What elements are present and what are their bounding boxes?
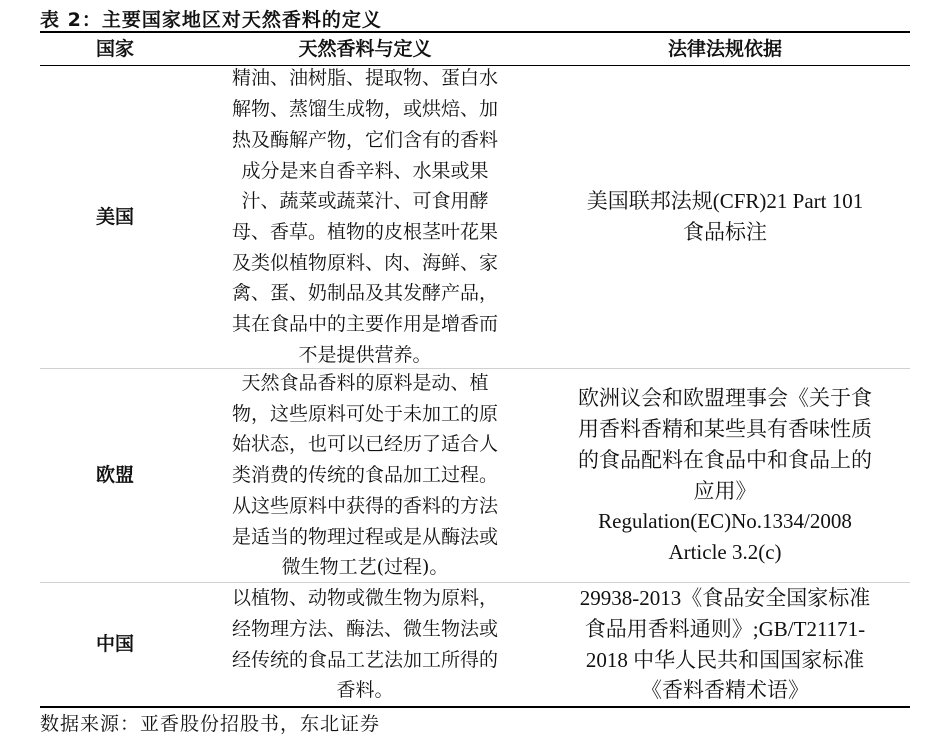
law-cell-usa bbox=[540, 66, 910, 368]
law-line: Regulation(EC)No.1334/2008 bbox=[598, 509, 852, 534]
law-cell-eu bbox=[540, 369, 910, 582]
law-line: 的食品配料在食品中和食品上的 bbox=[578, 447, 872, 472]
definition-line: 及类似植物原料、肉、海鲜、家 bbox=[231, 251, 498, 274]
header-law: 法律法规依据 bbox=[667, 37, 782, 60]
law-line: 29938-2013《食品安全国家标准 bbox=[579, 586, 871, 611]
table-bottom-rule bbox=[40, 706, 910, 708]
header-country: 国家 bbox=[95, 37, 134, 60]
definition-line: 汁、蔬菜或蔬菜汁、可食用酵 bbox=[241, 190, 489, 213]
definition-line: 其在食品中的主要作用是增香而 bbox=[231, 313, 498, 336]
law-line: 应用》 bbox=[693, 478, 757, 503]
country-cell-eu: 欧盟 bbox=[95, 464, 134, 487]
law-line: 食品标注 bbox=[682, 220, 767, 244]
definition-line: 不是提供营养。 bbox=[298, 343, 432, 366]
table-caption: 表 2：主要国家地区对天然香料的定义 bbox=[40, 9, 382, 31]
definition-line: 经物理方法、酶法、微生物法或 bbox=[231, 617, 498, 640]
definition-line: 经传统的食品工艺法加工所得的 bbox=[231, 648, 498, 671]
data-source-note: 数据来源：亚香股份招股书，东北证券 bbox=[40, 713, 381, 735]
law-line: Article 3.2(c) bbox=[668, 539, 782, 564]
definition-line: 禽、蛋、奶制品及其发酵产品， bbox=[231, 282, 498, 305]
country-cell-china: 中国 bbox=[95, 633, 134, 656]
law-cell-china bbox=[540, 583, 910, 706]
header-definition: 天然香料与定义 bbox=[298, 37, 432, 60]
definition-line: 物，这些原料可处于未加工的原 bbox=[231, 402, 498, 425]
law-line: 2018 中华人民共和国国家标准 bbox=[585, 647, 865, 672]
definition-line: 成分是来自香辛料、水果或果 bbox=[241, 159, 489, 182]
definition-line: 微生物工艺(过程)。 bbox=[281, 556, 449, 579]
definition-line: 精油、油树脂、提取物、蛋白水 bbox=[231, 67, 498, 90]
definition-line: 始状态，也可以已经历了适合人 bbox=[231, 433, 498, 456]
law-line: 食品用香料通则》;GB/T21171- bbox=[584, 616, 866, 641]
definition-line: 以植物、动物或微生物为原料， bbox=[231, 587, 498, 610]
law-line: 美国联邦法规(CFR)21 Part 101 bbox=[586, 189, 864, 214]
definition-line: 香料。 bbox=[336, 679, 394, 702]
definition-line: 母、香草。植物的皮根茎叶花果 bbox=[231, 221, 498, 243]
law-line: 《香料香精术语》 bbox=[641, 678, 809, 703]
definition-line: 天然食品香料的原料是动、植 bbox=[241, 372, 489, 395]
definition-cell-eu bbox=[190, 369, 540, 582]
definition-cell-usa bbox=[190, 66, 540, 368]
definition-line: 是适当的物理过程或是从酶法或 bbox=[231, 525, 498, 548]
definition-cell-china bbox=[190, 583, 540, 706]
country-cell-usa: 美国 bbox=[95, 205, 134, 228]
definition-line: 从这些原料中获得的香料的方法 bbox=[231, 494, 498, 517]
definition-line: 解物、蒸馏生成物，或烘焙、加 bbox=[231, 98, 498, 121]
law-line: 用香料香精和某些具有香味性质 bbox=[578, 417, 872, 442]
definition-line: 热及酶解产物，它们含有的香料 bbox=[231, 128, 498, 151]
law-line: 欧洲议会和欧盟理事会《关于食 bbox=[578, 386, 872, 411]
definition-line: 类消费的传统的食品加工过程。 bbox=[231, 464, 498, 487]
